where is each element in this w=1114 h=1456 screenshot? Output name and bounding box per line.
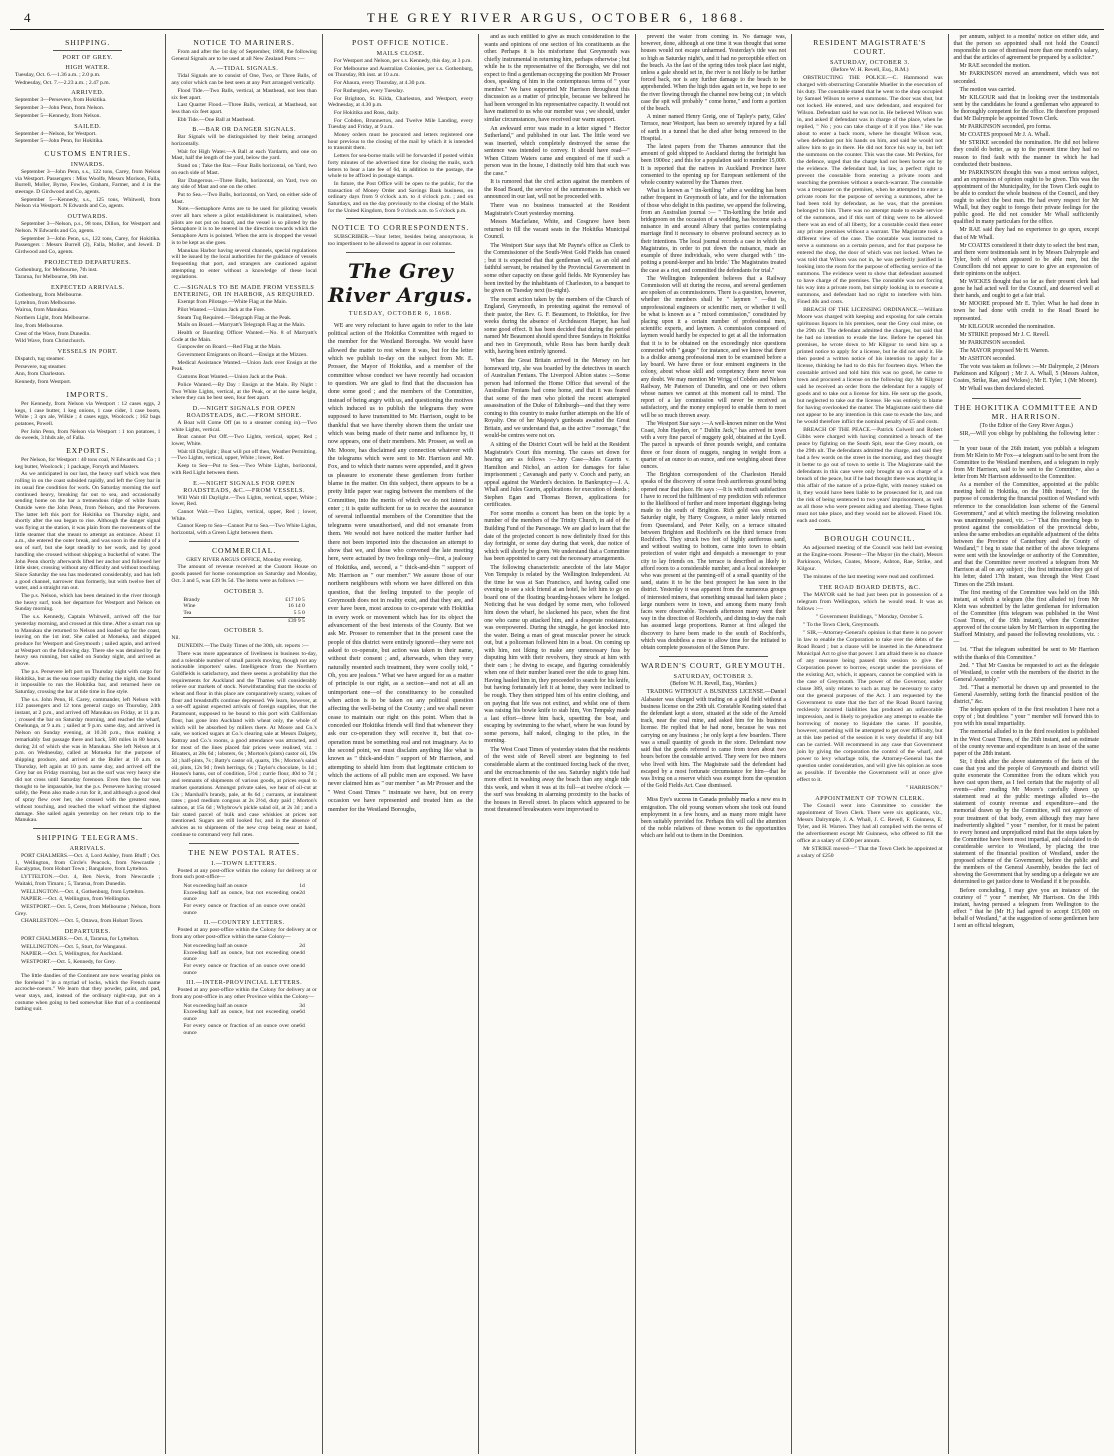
arrival-line: September 3—John Penn, from Nelson. <box>15 105 105 112</box>
list-item: Ino, from Melbourne. <box>15 322 64 329</box>
paragraph: Mr PARKINSON seconded. <box>959 339 1026 346</box>
paragraph: Nil. <box>171 635 180 642</box>
list-item: Kennedy, from Westport. <box>15 379 72 386</box>
paragraph: Before concluding, I may give you an instance of the courtesy of " your " member, Mr Harrison. On the 19th instant, having perused a telegram from Wellington to the effect " that he (Mr H.) had agreed to accept £15,000 on behalf of Westland," at the suggestion of some gentlemen here I sent an official telegram, <box>953 887 1099 929</box>
paragraph: Manukau Harbor having several channels, special regulations will be issued by the local authorities for the guidance of vessels frequenting that port, and strangers are cautioned against attempting to enter without a knowledge of these local regulations. <box>171 247 317 281</box>
section-subheading: II.—COUNTRY LETTERS. <box>203 919 285 927</box>
paragraph: Boat cannot Put Off.—Two Lights, vertical, upper, Red ; lower, White. <box>171 434 317 448</box>
section-heading: EXPORTS. <box>66 446 110 456</box>
duty-total: £39 9 5 <box>288 617 305 624</box>
paragraph: The recent action taken by the members of the Church of England, Greymouth, in protesting against the removal of their pastor, the Rev. G. F. Beaumont, to Hokitika, for five weeks during the absence of Archdeacon Harper, has had some good effect. It has been decided that during the period named Mr Beaumont should spend three Sundays in Hokitika and two in Greymouth, while Ross has been hardly dealt with, having been entirely ignored. <box>484 296 630 356</box>
paragraph: The West Coast Times of yesterday states that the residents of the west side of Revell street are beginning to feel considerable alarm at the continued forcing back of the river, and the encroachments of the sea. Saturday night's tide had more effect in washing away the beach than any single tide this week, and when it was at its full—at twelve o'clock —the surf was breaking in alarming proximity to the backs of the houses in Revell street. In places which appeared to be most threatened breakwaters were improvised to <box>484 746 630 814</box>
paragraph: The vote was taken as follows :—Mr Dalrymple, 2 (Messrs Parkinson and Kilgour) ; Mr J. A. Whall, 5 (Messrs Ashton, Coates, Strike, Rae, and Wickes) ; Mr E. Tyler, 1 (Mr Moore). <box>953 364 1099 385</box>
rate-price: 2d <box>299 889 305 896</box>
paragraph: GREY RIVER ARGUS OFFICE, Monday evening. <box>186 556 303 563</box>
list-item: Gothenburg, for Melbourne, 7th inst. <box>15 266 98 273</box>
divider <box>33 828 142 829</box>
duty-item: Brandy <box>183 596 200 603</box>
paragraph: Steam Tug Required.—Telegraph Flag at the Peak. <box>177 314 292 321</box>
paragraph: The memorial alluded to in the third resolution is published in the West Coast Times, of the 26th instant, and an estimate of the county revenue and expenditure is an issue of the same paper of the 28th instant. <box>953 729 1099 757</box>
sailing-line: September 4—Nelson, for Westport. <box>15 130 97 137</box>
paragraph: Mr COATES proposed Mr J. A. Whall. <box>959 132 1051 139</box>
column-7 <box>948 34 1104 1454</box>
paragraph: Pilot Wanted.—Union Jack at the Fore. <box>177 306 266 313</box>
section-subheading: MAILS CLOSE. <box>376 50 425 57</box>
paragraph: PORT CHALMERS.—Oct. 4, Tararua, for Lyttelton. <box>21 936 140 943</box>
section-subheading: DEPARTURES. <box>64 928 111 936</box>
paragraph: The MAYOR said he had just been put in possession of a telegram from Wellington, which he would read. It was as follows :— <box>797 592 943 612</box>
paragraph: Police Wanted.—By Day : Ensign at the Main. By Night : Two White Lights, vertical, at the Peak, or at the same height, where they can be best seen, four feet apart. <box>171 381 317 402</box>
paragraph: As we anticipated in our last, the heavy surf which was then rolling in on the coast subsided rapidly, and left the Grey bar in its usual fine condition for work. On Saturday morning the surf continued heavy, breaking far out to sea, and occasionally sending home on the bar a tremendous ridge of white foam. Outside were the John Penn, from Nelson, and the Persevere. The latter left this port for Hokitika on Thursday night, and shortly after the sea began to rise. Although the danger signal was flying at the station, it was plain from the movements of the little steamer that she meant to attempt an entrance. About 11 a.m., she entered the outer break, and was soon in the midst of a sea of surf, but she kept steadily to her work, and by good handling she crossed without shipping a bucketful of water. The John Penn shortly afterwards lifted her anchor and followed her little sister, crossing without any difficulty and without touching. Since Saturday the sea has moderated considerably, and has left a good channel, narrower than formerly, but with twelve feet of water, and a straight run out. <box>15 471 161 592</box>
paragraph: Wait till Daylight ; Boat will put off then, Weather Permitting.—Two Lights, vertical, upper, White ; lower, Red. <box>171 448 317 462</box>
section-heading: CUSTOMS ENTRIES. <box>44 148 132 158</box>
section-heading: RESIDENT MAGISTRATE'S COURT. <box>813 38 927 56</box>
section-heading: THE HOKITIKA COMMITTEE AND MR. HARRISON. <box>954 402 1099 421</box>
rate-label: For every ounce or fraction of an ounce over one ounce <box>183 962 300 976</box>
rate-label: For every ounce or fraction of an ounce over one ounce <box>183 903 300 916</box>
paragraph: There was more appearance of liveliness in business to-day, and a tolerable number of small parcels moving, though not any noticeable importers' sales. Intelligence from the Northern Goldfields is satisfactory, and there seems a probability that the requirements for Auckland and the Thames will considerably relieve our markets of stock. Notwithstanding that the stocks of wheat and flour in this place are comparatively scanty, values of flour and breadstuffs continue depressed. We learn, however, at a set-off against expected arrivals of foreign supplies, that the Paramount, supposed to be bound to this port with Californian flour, has gone into Auckland with wheat only, the whole of which will be absorbed by millers there. At Moore and Co.'s sale, we noticed sugars at Co.'s clearing sale at Messrs Dalgety, Rattray and Co.'s rooms, a good attendance was attracted, and for most of the lines placed fair prices were realised, viz. : Bloaters, at 28s 6d ; lobsters, 6s ; Morton's (pints) castor oil, 19s 3d ; half-pints, 7s ; Batty's castor oil, quarts, 19s ; Morton's salad oil, pints, 12s 9d ; fresh herrings, 6s ; Taylor's chocolate, 1s 1d ; Houses's hams, out of condition, 5½d ; currie flour, 40d to 7d ; and remnants of shipments of various goods, at prices equal to market quotations. Amongst private sales, we hear of oil-cut at 13s ; Marshall's brandy, pale, at 8s 6d ; currants, at instalment rates ; good medium congous at 2s 2½d, duty paid ; Morton's salmon, at 15s 6d ; Whybrow's pickle salad oil, at 2s 3d ; and a fair stated parcel of bulk and case whiskies at prices not mentioned. Sugars are still looked for, and in the absence of advices as to shipments of the new crop being near at hand, continue to command very full rates. <box>171 650 317 838</box>
paragraph: Mr KILGOUR said that in looking over the testimonials sent by the candidates he found a gentleman who appeared to be thoroughly competent for the office. He therefore proposed that Mr Dalrymple be appointed Town Clerk. <box>953 94 1099 123</box>
paragraph: SIR,—Will you oblige by publishing the following letter :— <box>953 430 1099 444</box>
paragraph: BREACH OF THE LICENSING ORDINANCE.—William Moore was charged with keeping and exposing for sale certain spirituous liquors in his premises, near the Grey coal mine, on the 29th ult. The defendant admitted the charges, but said that he had no intention to evade the law. Before he opened his premises, he wrote down to Mr Kilgour to send him up a printed notice to apply for a license, but he did not send it. He then posted a written notice of his intention to apply for a license, thinking he had to do this for fourteen days. When the constable arrived and told him this was no good, he came to town and procured a license on the following day. Mr Kilgour said he received an order from the defendant for a supply of goods and to take out a license for him. He sent up the goods, but neglected to take out the license. He was entirely to blame for having overlooked the matter. The Magistrate said there did not appear to be any intention in this case to evade the law, and he would therefore inflict the nominal penalty of £5 and costs. <box>797 307 943 425</box>
duties-table <box>183 597 304 625</box>
table-row <box>183 943 304 950</box>
rate-price: 2d <box>299 903 305 910</box>
paragraph: Mails on Board.—Marryatt's Telegraph Flag at the Main. <box>177 322 306 329</box>
paragraph: The Wellington Independent believes that a Railway Commission will sit during the recess, and several gentlemen are spoken of as commissioners. There is a question, however, whether the members shall be " laymen " —that is, unprofessional engineers or scientific men, or whether it will be what is known as a " mixed commission," constituted by placing upon it a certain number of professional men, scientific experts, and laymen. A commission composed of laymen would hardly be expected to get at all the information that it is to be obtained on the exceedingly nice questions connected with " gauge " for instance, and we know that there is a dislike among professional men to be examined before a lay board. We have three or four eminent engineers in the colony, about whose skill and competency there never was any doubt. We may mention Mr Wrigg of Cobden and Nelson Railway, Mr Paterson of Dunedin, and one or two others whose names we cannot at this moment call to mind. The report of a lay commission will never be received as satisfactory, and the money employed to enable them to meet will be so much thrown away. <box>640 275 787 419</box>
paragraph: Cannot Wait.—Two Lights, vertical, upper, Red ; lower, White. <box>171 508 317 522</box>
paragraph: " Government Buildings, " Monday, October 5. <box>815 614 924 620</box>
paragraph: LYTTELTON.—Oct. 4, Ben Nevis, from Newcastle ; Waitaki, from Timaru ; 5, Tararua, from Dunedin. <box>15 874 161 887</box>
section-subheading: OCTOBER 3. <box>224 587 265 595</box>
customs-entry: September 3—John Penn, s.s., 122 tons, Carey, from Nelson via Westport. Passengers : Miss Woolfe, Messrs Morison, Falla, Burrell, Moller, Byrne, Fowles, Graham, Farmer, and 4 in the steerage. D Girdwood and Co, agents. <box>15 168 161 196</box>
section-subheading: INWARDS. <box>70 160 105 168</box>
paragraph: Mr RAE said they had no experience to go upon, except that of Mr Whall. <box>953 227 1099 241</box>
page-masthead <box>10 8 1104 30</box>
list-item: Northern Light, from Melbourne. <box>15 315 90 322</box>
table-total-row <box>183 617 304 625</box>
paragraph: BREACH OF THE PEACE.—Patrick Colwell and Robert Gibbs were charged with having committed a breach of the peace by fighting on the South Spit, near the Grey mouth, on the 29th ult. The defendants admitted the charge, and said they had a few words on the street in the morning, and they thought it better to go out of town to settle it. The Magistrate said the defendants in this case were only brought up on a charge of a breach of the peace, but if he had thought there was anything in this affair of the nature of a prize-fight, with money staked on it, they would have been liable to be prosecuted for it, and ran the risk of being sentenced to two years' imprisonment, as well as all those who were present aiding and abetting. These fights must not take place, and they would not be allowed. Fined 10s. each and costs. <box>797 427 943 524</box>
section-subheading: SATURDAY, OCTOBER 3. <box>829 59 910 66</box>
paragraph: Cannot Keep to Sea—Cannot Put to Sea.—Two White Lights, horizontal, with a Green Light between them. <box>171 523 317 537</box>
paragraph: The p.s. Persevere left port on Thursday night with cargo for Hokitika, but as the sea rose rapidly during the night, she found it impossible to run the Hokitika bar, and returned here on Saturday, crossing the bar at tide time in fine style. <box>15 668 161 695</box>
paragraph: For Brighton, St. Kilda, Charleston, and Westport, every Wednesday, at 4.30 p.m. <box>327 95 474 109</box>
list-item: Dispatch, tug steamer. <box>15 355 65 362</box>
paragraph: Mr COATES considered it their duty to select the best man, and there were testimonials sent in by Messrs Dalrymple and Tyler, both of whom appeared to be able men, but the Councillors did not appear to care to give an expression of their opinions on the subject. <box>953 242 1099 277</box>
paragraph: A sitting of the District Court will be held at the Resident Magistrate's Court this morning. The cases set down for hearing are as follows :—Jury Case—Jules Guerin v. Hamilton and Nichol, an action for damages for false imprisonment ; Cavanagh and party v. Cooch and party, an appeal against the Warden's decision. In Bankruptcy—J. A. Whall and Jules Guerin, applications for execution of deeds ; Stephen Egan and Thomas Brown, applications for certificates. <box>484 441 630 509</box>
section-subheading: C.—SIGNALS TO BE MADE FROM VESSELS ENTERING, OR IN HARBOR, AS REQUIRED. <box>173 284 315 299</box>
paragraph: prevent the water from coming in. No damage was, however, done, although at one time it was thought that some houses would not escape unharmed. Yesterday's tide was not so high as Saturday night's, and it had no perceptible effect on the beach. As the last of the spring tides took place last night, unless a gale should set in, the river is not likely to be further forced back, nor is any further damage to the beach to be apprehended. When the high tides again set in, we hope to see the river flowing through the channel now being cut ; in which case the spit will probably " come home," and form a portion of the beach. <box>640 34 787 113</box>
paragraph: " SIR,—Attorney-General's opinion is that there is no power in law to enable the Corporation to take over the debts of the Road Board ; but a clause will be inserted in the Amendment Municipal Act to give that power. I am afraid there is no chance of any measure being passed this session to give the Corporation power to borrow, except under the provisions of the existing Act, which, it appears, cannot be complied with in the case of Greymouth. The power of the Governor, under clause 389, only relates to such as may be necessary to carry out the general purposes of the Act. I am requested by the Government to state that the fact of the Road Board having recklessly incurred liabilities has produced an unfavorable impression, and is likely to prejudice any attempt to enable the borrowing of money to liquidate the same. If possible, however, something will be attempted to get over difficulty, but at this late period of the session it is very doubtful if any bill can be carried. Will recommend in any case that Government join by giving the corporation the control of the wharf, and power to levy wharfage tolls, the Attorney-General has the question under consideration, and will give his opinion as soon as possible. If favorable the Government will at once give effect to it. <box>797 630 943 783</box>
paragraph: OBSTRUCTING THE POLICE.—C. Hammond was charged with obstructing Constable Mueller in the execution of his duty. The constable stated that he went to the shop occupied by Samuel Wilson to serve a summons. The door was shut, but not locked. He entered, and saw defendant, and enquired for Wilson. Defendant said he was not in. He believed Wilson was in, and asked if defendant was in charge of the place, when he replied, " No ; you can take charge of it if you like." He was about to enter a back room, where he thought Wilson was, when defendant put his hands on him, and said he would not allow him to go in there. He did not force his way in, but left the summons on the counter. This was the case. Mr Perkins, for the defence, urged that the charge had not been borne out by the evidence. The defendant had, in law, a perfect right to prevent the constable from entering a private room and searching the premises without a search-warrant. The constable was a trespasser on the premises, when he attempted to enter a private room for the purpose of serving a summons, after he had been told by defendant, as he was, that the premises belonged to him. There was no attempt made to evade service of the summons, and if this sort of thing were to be allowed there was an end of all liberty, for a constable could then enter any private premises without a warrant. The Magistrate took a different view of the case. The constable was instructed to serve a summons on a certain person, and for that purpose he entered the shop, the door of which was not locked. When he was told that Wilson was not in, he was perfectly justified in looking into the room for the purpose of effecting service of the summons. The evidence went to show that defendant assumed to have charge of the premises. The constable was not forcing his way into a private room, but simply looking in to execute a summons, and defendant had no right to interfere with him. Fined 40s and costs. <box>797 75 943 305</box>
paragraph: 1st. "That the telegram submitted be sent to Mr Harrison with the thanks of this Committee." <box>953 647 1099 661</box>
table-row <box>183 1023 304 1036</box>
divider <box>189 541 298 542</box>
paragraph: Miss Eye's success in Canada probably marks a new era in emigration. The old young women whom she took out found employment in a few hours, and as many more might have been suitably provided for. Perhaps this will call the attention of the noble relatives of these women to the opportunities which are held out to them in the Dominion. <box>640 797 787 840</box>
rate-label: Not exceeding half an ounce <box>183 942 248 949</box>
paragraph: Note.—Semaphore Arms are to be used for piloting vessels over all bars where a pilot establishment is maintained, when pilots are not put on board, and the vessel is so piloted by the Semaphore it is to be steered in the direction towards which the Semaphore Arm is pointed. When the arm is dropped the vessel is to be kept as she goes. <box>171 206 317 246</box>
divider <box>346 218 455 219</box>
paragraph: Posted at any post-office within the colony for delivery at or from such post-office— <box>171 867 317 881</box>
rate-label: Exceeding half an ounce, but not exceeding one ounce <box>183 1009 300 1023</box>
paragraph: The p.s. Nelson, which has been detained in the river through the heavy surf, took her departure for Westport and Nelson on Sunday morning. <box>15 593 161 613</box>
postal-rates-table <box>183 1003 304 1037</box>
section-subheading: ARRIVED. <box>71 89 105 97</box>
paragraph: The telegram spoken of in the first resolution I have not a copy of ; but doubtless " your " member will forward this to you with his usual impartiality. <box>953 707 1099 728</box>
section-heading: POST OFFICE NOTICE. <box>351 38 450 47</box>
list-item: Crest of the Wave, from Dunedin. <box>15 330 91 337</box>
table-row <box>183 890 304 903</box>
paragraph: " HARRISON." <box>905 785 943 791</box>
paragraph: (Before W. H. Revell, Esq., R.M.) <box>831 67 909 73</box>
paragraph: The little dandies of the Continent are now wearing pinks on the forehead " in a myriad of locks, which the French name accroche-coeurs." We learn that they powder, paint, and pad, wear stays, and, instead of the ordinary night-cap, put on a costume when going to bed somewhat like that of a continental bathing suit. <box>15 972 161 1013</box>
duty-amount: £17 10 5 <box>285 596 305 603</box>
paragraph: A miner named Henry Greig, one of Tapley's party, Giles' Terrace, near Westport, has been so severely injured by a fall of earth in a tunnel that he died after being removed to the Hospital. <box>640 114 787 142</box>
paragraph: Bar Signals will be distinguished by their being arranged horizontally. <box>171 134 317 148</box>
paragraph: Medical Assistance Wanted.—Union Jack over Ensign at the Peak. <box>171 359 317 373</box>
paragraph: Mr RAE seconded the motion. <box>959 63 1031 70</box>
column-5 <box>635 34 791 1454</box>
paragraph: The motion was carried. <box>959 86 1016 93</box>
section-subheading: D.—NIGHT SIGNALS FOR OPEN ROADSTEADS, &C.—FROM SHORE. <box>186 404 302 419</box>
divider <box>189 843 298 844</box>
paragraph: For Ahaura, every Thursday, at 4.30 p.m. <box>333 80 426 87</box>
rate-price: 2d <box>299 942 305 949</box>
divider <box>346 252 455 253</box>
divider <box>679 793 748 794</box>
rate-price: 4d <box>299 949 305 956</box>
duty-item: Tea <box>183 610 192 616</box>
divider <box>659 656 768 657</box>
paragraph: Ebb Tide.—One Ball at Masthead. <box>177 116 255 123</box>
divider <box>972 398 1081 399</box>
paragraph: There was no business transacted at the Resident Magistrate's Court yesterday morning. <box>484 203 630 217</box>
column-3 <box>322 34 478 1454</box>
paragraph: It is rumored that the civil action against the members of the Road Board, the service of the summonses in which we announced in our last, will not be proceeded with. <box>484 179 630 201</box>
paragraph: An awkward error was made in a letter signed " Hector Sutherland," and published in our last. The little word we was inserted, which completely destroyed the sense the sentence was intended to convey. It should have read—" When Citizen Waters came and enquired of me if such a person was in the house, I distinctly told him that such was the case." <box>484 125 630 177</box>
postal-rates-table <box>183 883 304 917</box>
editorial-dateline: TUESDAY, OCTOBER 6, 1868. <box>348 310 453 317</box>
paragraph: Tidal Signals are to consist of One, Two, or Three Balls, of any color which can be best seen at any Port arranged vertically. <box>171 73 317 87</box>
section-subheading: APPOINTMENT OF TOWN CLERK. <box>815 795 925 802</box>
paragraph: PORT CHALMERS.—Oct. 4, Lord Ashley, from Bluff ; Oct. 1, Wellington, from Circle's Peacock, from Newcastle ; Eucalyptus, from Hobart Town ; Bangalore, from Lyttelton. <box>15 852 161 873</box>
paragraph: Exempt from Pilotage.—White Flag at the Main. <box>177 299 288 306</box>
paragraph: WESTPORT.—Oct. 5, Ceres, from Melbourne ; Nelson, from Grey. <box>15 903 161 917</box>
table-row <box>183 950 304 963</box>
section-heading: NOTICE TO MARINERS. <box>193 38 295 47</box>
paragraph: The Westport Star says :—A well-known miner on the West Coast, John Hayden, or " Dublin Jack," has arrived in town with a very fine parcel of nuggety gold, obtained at the Lyell. The parcel is upwards of three pounds weight, and contains three or four dozen of nuggets, ranging in weight from a quarter of an ounce to an ounce, and one weighing about three ounces. <box>640 420 787 470</box>
paragraph: Will Wait till Daylight.—Two Lights, vertical, upper, White ; lower, Red. <box>171 494 317 508</box>
paragraph: In your issue of the 26th instant, you publish a telegram from Mr Klein to Mr Fox—a telegram said to be sent from the Committee to the Westland members, and a telegram in reply from Mr Harrison, said to be sent to the Committee, also a letter from Mr Harrison addressed to the Committee. <box>953 445 1099 481</box>
paragraph: WESTPORT.—Oct. 5, Kennedy, for Grey. <box>21 959 116 966</box>
paragraph: Mr WICKES thought that so far as their present clerk had gone he had acted well for the Council, and deserved well at their hands, and ought to get a fair trial. <box>953 279 1099 300</box>
section-subheading: THE ROAD BOARD DEBTS, &C. <box>819 584 921 591</box>
section-heading: BOROUGH COUNCIL. <box>824 534 916 543</box>
paragraph: CHARLESTON.—Oct. 5, Ottawa, from Hobart Town. <box>21 918 144 925</box>
column-2 <box>165 34 321 1454</box>
paragraph: Sir, I think after the above statements of the facts of the case that you and the people of Greymouth and district will quite exonerate the Committee from the odium which you have cast upon them, as I feel certain that the majority of all events—after reading Mr Moore's carefully drawn up statement read at the public meetings alluded to—the statement of county revenue and expenditure—and the memorial drawn up by the Committee, will not approve of your treatment of that body, even although they may have inadvertently slighted " your " member, for it must be patent to every honest and unprejudiced mind that the steps taken by the Committee have been most impartial, and calculated to do considerable service to Westland, by placing the true statement of the financial position of Westland, under the proposed scheme of the Government, before the public and the members of the General Assembly, besides the fact of showing the Government that by sending up a delegate we are determined to get justice done to Westland if it be possible. <box>953 758 1099 886</box>
paragraph: TRADING WITHOUT A BUSINESS LICENSE.—Daniel Alabaster was charged with trading on a gold field without a business license on the 29th ult. Constable Keating stated that the defendant kept a store, situated at the side of the Arnold track, near the coal mine, and asked him for his business license. He replied that he had none, because he was not carrying on any business ; he only kept a few boarders. There was a small quantity of goods in the store. Defendant now said that the goods referred to came from town about two hours before the constable arrived. They were for two miners who lived with him. The Magistrate said the defendant had escaped by a most fortunate circumstance for him—that he was living on a reserve which was exempt from the operation of the Gold Fields Act. Case dismissed. <box>640 689 787 790</box>
duty-item: Wine <box>183 603 196 610</box>
paragraph: Posted at any post-office within the Colony for delivery at or from any post-office in any other Province within the Colony— <box>171 987 317 1001</box>
paragraph: In future, the Post Office will be open to the public, for the transaction of Money Order and Savings Bank business, on ordinary days from 9 o'clock a.m. to 4 o'clock p.m. ; and on Saturdays, and on the day previously to the closing of the Mails for the United Kingdom, from 9 o'clock a.m. to 5 o'clock p.m. <box>327 180 474 214</box>
sailing-line: September 5—John Penn, for Hokitika. <box>15 138 104 145</box>
paragraph: An adjourned meeting of the Council was held last evening at the Engine-room. Present—The Mayor (in the chair), Messrs Parkinson, Wickes, Coates, Moore, Ashton, Rae, Strike, and Kilgour. <box>797 545 943 572</box>
list-item: Lyttelton, from Melbourne. <box>15 299 77 306</box>
paragraph: Posted at any post-office within the Colony for delivery at or from any other post-office within the same Colony— <box>171 927 317 941</box>
page-running-title: THE GREY RIVER ARGUS, OCTOBER 6, 1868. <box>366 10 746 25</box>
section-subheading: VESSELS IN PORT. <box>57 347 118 355</box>
section-subheading: OUTWARDS. <box>67 213 108 221</box>
section-subheading: A.—TIDAL SIGNALS. <box>210 65 279 73</box>
paragraph: " To the Town Clerk, Greymouth. <box>803 622 880 628</box>
paragraph: Mr STRIKE proposed Mr J. C. Revell. <box>959 331 1050 338</box>
section-subheading: I.—TOWN LETTERS. <box>211 859 278 867</box>
paragraph: A Boat will Come Off (as to a steamer coming in).—Two white Lights, vertical. <box>171 419 317 433</box>
paragraph: Mr PARKINSON moved an amendment, which was not seconded. <box>953 71 1099 85</box>
paragraph: Customs Boat Wanted.—Union Jack at the Peak. <box>177 374 287 381</box>
paragraph: Per Kennedy, from Nelson via Westport : 12 cases eggs, 2 kegs, 1 case butter, 1 keg onions, 1 case cider, 1 case boots, White ; 3 qrs ale, Wilkie ; 4 cases eggs, Woolcock ; 162 bags potatoes, Powell. <box>15 400 161 427</box>
section-subheading: SATURDAY, OCTOBER 3. <box>673 673 754 681</box>
paragraph: The following characteristic anecdote of the late Major Von Tempsky is related by the Wellington Independent. At the time he was at San Francisco, and having called one evening to see a sick friend at an hotel, he left him to go on board one of the floating boarding-houses where he lodged. Noticing that he was dodged by some men, who followed him down the wharf, he slackened his pace, when the first one who came up attacked him, and a desperate resistance, was overpowered. During the struggle, he got knocked into the water. Being a man of great muscular power he struck out, but a policeman followed him in a boat. On coming up with him, not liking to make any unnecessary fuss by disputing him with their revolvers, they struck at him with their oars ; he diving to escape, and figuring considerably when one of their number leaned over the side to grasp him. Having hauled him in, they proceeded to search for his knife, but having fortunately left it at home, they were inclined to be rough. They then stripped him of his entire clothing, and on paying that life was not extinct, and whilst one of them was raising his bowie knife to stab him, Von Tempsky made a last effort—threw him back, upsetting the boat, and escaping by swimming to the wharf, where he was found by some persons, half naked, clinging to the piles, in the morning. <box>484 564 630 745</box>
paragraph: 3rd. "That a memorial be drawn up and presented to the General Assembly, setting forth the financial position of the district," &c. <box>953 684 1099 706</box>
page-number: 4 <box>24 10 33 25</box>
section-subheading: SAILED. <box>74 122 102 130</box>
columns <box>10 34 1104 1454</box>
paragraph: Mr ASHTON seconded. <box>959 356 1016 363</box>
paragraph: For Melbourne and Australian Colonies, per s.s. Gothenburg, on Thursday, 8th inst. at 10 a.m. <box>327 65 474 79</box>
paragraph: For Westport and Nelson, per s.s. Kennedy, this day, at 3 p.m. <box>333 58 472 64</box>
paragraph: The first meeting of the Committee was held on the 18th instant, at which a telegram (the first alluded to) from Mr Klein was submitted by the latter gentleman for information of the Committee (this telegram was published in the West Coast Times, of the 19th instant), when the Committee approved of the course taken by Mr Harrison in supporting the Stafford Ministry, and passed the following resolutions, viz. :— <box>953 589 1099 646</box>
table-row <box>183 883 304 890</box>
rate-label: For every ounce or fraction of an ounce over one ounce <box>183 1022 300 1036</box>
paragraph: Mr PARKINSON thought this was a most serious subject, and an expression of opinion ought to be given. This was the appointment of the Municipality, for the Town Clerk ought to be able to conduct the whole business of the Council, and they ought to select the best man. He had every respect for Mr Whall, but they ought to forego their private feelings for the public good. He did not consider Mr Whall sufficiently qualified in many particulars for the office. <box>953 169 1099 226</box>
section-subheading: E.—NIGHT SIGNALS FOR OPEN ROADSTEADS, &C.—FROM VESSELS. <box>183 479 306 494</box>
section-heading: NOTICE TO CORRESPONDENTS. <box>331 223 470 233</box>
divider <box>53 969 122 970</box>
newspaper-nameplate: The Grey River Argus. <box>328 258 473 307</box>
list-item: Wild Wave, from Christchurch. <box>15 338 86 345</box>
paragraph: From and after the 1st day of September, 1868, the following General Signals are to be used at all New Zealand Ports :— <box>171 49 317 62</box>
customs-entry: September 3—Nelson, p.s., 98 tons, Dillon, for Westport and Nelson. N Edwards and Co, agents. <box>15 221 161 234</box>
paragraph: WELLINGTON.—Oct. 4, Gothenburg, from Lyttelton. <box>21 888 145 895</box>
rate-price: 6d <box>299 1022 305 1029</box>
paragraph: As a member of the Committee, appointed at the public meeting held in Hokitika, on the 18th instant, " for the purpose of considering the financial position of Westland with reference to the consolidation loan scheme of the General Government," and at which meeting the following resolution was unanimously passed, viz. :—" That this meeting begs to protest against the consolidation of the provincial debts, unless the same embodies an equitable adjustment of the debts between the Province of Canterbury and the County of Westland," I beg to state that neither of the above telegrams were sent with the knowledge or authority of the Committee, and that the Committee never received a telegram from Mr Harrison at all on any subject ; the first intimation they got of his letter, dated 17th instant, was through the West Coast Times on the 25th instant. <box>953 482 1099 588</box>
paragraph: and as such entitled to give as much consideration to the wants and opinions of one section of his constituents as the other. Perhaps it is his misfortune that Greymouth was chiefly instrumental in returning him, perhaps otherwise ; but while he is the representative of the Boroughs, we did not expect to find a gentleman occupying the position Mr Prosser does, speaking of him in the contemptuous terms of " your member." We have supported Mr Harrison throughout this discussion as a matter of principle, because we believed he had been wronged in his representative capacity. It would not have mattered to us who our member was ; we should, under similar circumstances, have received our warm support. <box>484 34 630 124</box>
table-row <box>183 1009 304 1022</box>
paragraph: Mr Whall was then declared elected. <box>959 386 1045 393</box>
section-subheading: PORT OF GREY. <box>62 54 113 61</box>
paragraph: For Rutherglen, every Tuesday. <box>333 87 405 94</box>
paragraph: The MAYOR proposed Mr H. Warren. <box>959 347 1050 354</box>
section-heading: COMMERCIAL. <box>211 545 277 555</box>
rate-price: 1d <box>299 882 305 889</box>
customs-entry: September 3—John Penn, s.s., 122 tons, Carey, for Hokitika. Passengers : Messrs Burrell (2), Falla, Moller, and Jewell. D Girdwood and Co, agents. <box>15 235 161 255</box>
high-water-line: Tuesday, Oct. 6.—1.36 a.m. ; 2.0 p.m. <box>15 72 101 78</box>
paragraph: Per John Penn, from Nelson via Westport : 1 ton potatoes, 1 do sweeds, 3 hhds ale, of Falla. <box>15 428 161 442</box>
section-heading: SHIPPING. <box>65 38 111 47</box>
paragraph: per annum, subject to a months' notice on either side, and that the person so appointed shall not hold the Council responsible in case of dismissal more than one month's salary, and that the articles of agreement be prepared by a solicitor." <box>953 34 1099 62</box>
duty-amount: 16 14 0 <box>288 603 305 610</box>
table-row <box>183 903 304 916</box>
editorial-body <box>328 322 473 814</box>
section-heading: IMPORTS. <box>66 389 109 399</box>
rate-label: Not exceeding half an ounce <box>183 1002 248 1009</box>
paragraph: For Hokitika and Ross, daily. <box>333 109 400 116</box>
rate-price: 3d <box>299 1002 305 1009</box>
paragraph: Stand on ; Take the Bar.—Four Balls horizontal, on Yard, two on each side of Mast. <box>171 163 317 176</box>
section-subheading: PROJECTED DEPARTURES. <box>44 258 132 266</box>
paragraph: For some months a concert has been on the topic by a number of the members of the Trinity Church, in aid of the Building Fund of the Parsonage. We are glad to learn that the date of the projected concert is now definitely fixed for this day fortnight, or some day during that week, due notice of which will shortly be given. We understand that a Committee has been appointed to carry out the necessary arrangements. <box>484 510 630 563</box>
table-row <box>183 597 304 604</box>
column-6 <box>791 34 947 1454</box>
paragraph: When the Great Britain arrived in the Mersey on her homeward trip, she was boarded by the detectives in search of Australian Fenians. The Liverpool Albion states :—Some person had informed the Home Office that several of the Australian Fenians had come home, and that it was feared that some of the men who plotted the recent attempted assassination of the Duke of Edinburgh—and that they were coming to this country to make further attempts on the life of Royalty. One of her Majesty's gunboats awaited the Great Britain, and we understand that, as the active " roomage," the would-be centres were not on. <box>484 357 630 440</box>
table-row <box>183 610 304 617</box>
arrival-line: September 3—Persevere, from Hokitika. <box>15 97 107 104</box>
rate-label: Exceeding half an ounce, but not exceeding one ounce <box>183 889 300 903</box>
paragraph: Flood Tide.—Two Balls, vertical, at Masthead, not less than six feet apart. <box>171 87 317 101</box>
paragraph: Per Nelson, for Westport : 40 tons coal, N Edwards and Co ; 1 keg butter, Woolcock ; 1 package, Forsyth and Masters. <box>15 457 161 470</box>
paragraph: The s.s. Kennedy, Captain Whitwell, arrived off the bar yesterday morning, and crossed at this time. After a smart run up to Manukau she returned to Nelson and loaded up for the coast, leaving on the 1st inst. She called at Motueka, and shipped produce for Westport and Greymouth ; sailed again, and arrived at Westport on the following day. There she was detained by the heavy sea running, but sailed on Sunday night, and arrived as above. <box>15 614 161 668</box>
column-4 <box>478 34 634 1454</box>
paragraph: Mr STRIKE seconded the nomination. He did not believe they could do better, as up to the present time they had no reason to find fault with the manner in which he had conducted their business. <box>953 140 1099 168</box>
paragraph: The latest papers from the Thames announce that the amount of gold shipped to Auckland during the fortnight has been 1900oz ; and this for a population said to number 15,000. It is reported that the natives in Auckland Province have consented to the opening up for European settlement of the whole country watered by the Thames river. <box>640 144 787 187</box>
paragraph: Mr PARKINSON seconded, pro forma. <box>959 124 1052 131</box>
paragraph: Government Emigrants on Board.—Ensign at the Mizzen. <box>177 352 308 359</box>
paragraph: The amount of revenue received at the Custom House on goods passed for home consumption on Saturday and Monday, Oct. 3 and 5, was £39 9s 5d. The items were as follows :— <box>171 564 317 584</box>
paragraph: WELLINGTON.—Oct. 5, Sturt, for Wanganui. <box>21 943 127 950</box>
paragraph: Money orders must be procured and letters registered one hour previous to the closing of the mail by which it is intended to transmit them. <box>327 132 474 152</box>
paragraph: Letters for sea-borne mails will be forwarded if posted within forty minutes of the advertised time for closing the mails, such letters to bear a late fee of 6d, in addition to the postage, the whole to be affixed in postage stamps. <box>327 153 474 180</box>
table-row <box>183 963 304 976</box>
paragraph: Health or Boarding Officer Wanted.—No. 8 of Marryatt's Code at the Main. <box>171 329 317 343</box>
duty-amount: 5 5 0 <box>293 610 305 616</box>
section-heading: WARDEN'S COURT, GREYMOUTH. <box>640 661 786 671</box>
paragraph: Wait for High Water.—A Ball at each Yardarm, and one on Mast, half the length of the yard, below the yard. <box>171 148 317 162</box>
paragraph: Mr STRIKE moved—" That the Town Clerk be appointed at a salary of £250 <box>797 846 943 859</box>
section-subheading: HIGH WATER. <box>65 64 110 71</box>
section-subheading: EXPECTED ARRIVALS. <box>50 284 125 292</box>
paragraph: Mr KILGOUR seconded the nomination. <box>959 323 1056 330</box>
high-water-line: Wednesday, Oct. 7.—2.23 a.m. ; 2.47 p.m. <box>15 79 111 86</box>
paragraph: (To the Editor of the Grey River Argus.) <box>979 422 1073 429</box>
paragraph: NAPIER.—Oct. 5, Wellington, for Auckland. <box>21 951 123 958</box>
rate-label: Exceeding half an ounce, but not exceeding one ounce <box>183 949 300 963</box>
list-item: Gothenburg, from Melbourne. <box>15 292 83 299</box>
paragraph: WE are very reluctant to have again to refer to the late political action of the Hokitika Committee with regard to the member for the Westland Boroughs. We would have allowed the matter to rest where it was, but for the letter which we publish to-day on the subject from Mr. E. Prosser, the Mayor of Hokitika, and a member of the committee whose conduct we have recently had occasion to question. We are glad to find that the discussion has done some good ; and the members of the Committee, instead of being angry with us, and questioning the motives which induced us to publish the telegrams they were supposed to have transmitted to Mr. Harrison, ought to be thankful that we have thereby shown them the unfair use which was being made of their name and influence by, it now appears, one of their members. Mr. Prosser, as well as Mr. Moore, has disclaimed any connection whatever with the telegrams which were sent to Mr. Harrison and Mr. Fox, and to which their names were appended, and it gives us pleasure to exonerate these gentlemen from further blame in the matter. On this subject, there appears to be a pretty little paper war raging between the members of the Committee, into the merits of which we do not intend to enter ; it is quite sufficient for us to receive the assurance of several influential members of the Committee that the telegrams were unauthorised, and did not emanate from them. We would not have noticed the matter further had there not been imported into the discussion an attempt to show that we, and those who convened the late meeting here, were actuated by two feelings only—first, a jealousy of Hokitika, and, second, a " thick-and-thin " support of Mr. Harrison as " our member." We assure those of our northern neighbours with whom we have differed on this question, that the feeling imputed to the people of Greymouth does not in reality exist, and that they are, and ever have been, most anxious to co-operate with Hokitika in every work or movement which has for its object the advancement of the best interests of the County. But we ask Mr. Prosser to remember that in the present case the people of this district were entirely ignored—they were not asked to co-operate, but action was taken in their name, without their consent ; and, afterwards, when they very naturally resented such treatment, they were coolly told, " Oh, you are jealous." What we have argued for as a matter of principle is our right, as a section—and not at all an unimportant one—of the constituency to be consulted when action is to be taken on any political question affecting the well-being of the County ; and we shall never cease to maintain our right on this point. When that is conceded our Hokitika friends will find that whenever they ask our co-operation they will receive it, but that co-operation must be something real and not imaginary. As to the second point, we must disclaim anything like what is known as " thick-and-thin " support of Mr Harrison, and attempting to shield him from that legitimate criticism to which the actions of all public men are exposed. We have never claimed him as " our member " as Mr Prosser and the " West Coast Times " insinuate we have, but on every occasion we have represented and treated him as the member for the Westland Boroughs, <box>327 322 474 813</box>
paragraph: The Westport Star says that Mr Payne's office as Clerk to the Commissioner of the South-West Gold Fields has ceased ; but it is expected that that gentleman will, as an old and faithful servant, be retained by the Provincial Government in some other capacity on these gold fields. Mr Kynnersley has been invited by the inhabitants of Charleston, to a banquet to be given on Tuesday next (to-night). <box>484 242 630 295</box>
section-subheading: III.—INTER-PROVINCIAL LETTERS. <box>186 979 303 987</box>
paragraph: The s.s. John Penn, H. Carey, commander, left Nelson with 112 passengers and 12 tons general cargo on Thursday, 24th instant, at 2 p.m., and arrived off Manukau on Friday, at 11 p.m. ; crossed the bar on Saturday morning, and reached the wharf, Onehunga, at 9 a.m. ; sailed at 9 p.m. same day, and arrived in Nelson on Sunday evening, at 10.30 p.m., thus making a remarkably fast passage there and back, 580 miles in 80 hours, during 24 of which she was in Manukau. She left Nelson at 4 p.m. on Wednesday, called at Motueka for the purpose of shipping produce, and arrived at the Buller at 10 a.m. on Thursday, left again at 10 p.m. same day, and arrived off the Grey bar on Friday morning, but as the surf was very heavy she did not cross until Saturday forenoon. Even then the bar was thought to be impassable, but the p.s. Persevere having crossed safely, the Penn also made a run for it, and although a good deal of spray flew over her, she crossed with the greatest ease, without touching, and reached the wharf without the slightest damage. She sailed again yesterday on her return trip to the Manukau. <box>15 696 161 824</box>
rate-price: 6d <box>299 1009 305 1016</box>
paragraph: (Before W. H. Revell, Esq., Warden.) <box>670 681 757 688</box>
divider <box>815 529 924 530</box>
rate-price: 4d <box>299 962 305 969</box>
column-1 <box>10 34 165 1454</box>
list-item: Wairoa, from Manukau. <box>15 307 69 314</box>
paragraph: Put to Sea.—Two Balls, horizontal, on Yard, on either side of Mast. <box>171 191 317 205</box>
section-subheading: OCTOBER 5. <box>224 627 265 635</box>
arrival-line: September 5—Kennedy, from Nelson. <box>15 112 101 119</box>
table-row <box>183 603 304 610</box>
paragraph: SUBSCRIBER.—Your letter, besides being anonymous, is too impertinent to be allowed to appear in our columns. <box>327 234 474 248</box>
paragraph: Keep to Sea—Put to Sea.—Two White Lights, horizontal, with Red Light between them. <box>171 463 317 476</box>
postal-rates-table <box>183 943 304 977</box>
paragraph: Last Quarter Flood.—Three Balls, vertical, at Masthead, not less than six feet apart. <box>171 102 317 115</box>
section-heading: SHIPPING TELEGRAMS. <box>36 832 139 842</box>
list-item: Tararua, for Melbourne, 9th inst. <box>15 274 89 281</box>
rate-label: Not exceeding half an ounce <box>183 882 248 889</box>
section-subheading: ARRIVALS. <box>69 844 106 852</box>
paragraph: 2nd. " That Mr Cassius be requested to act as the delegate of Westland, to confer with the members of the district in the General Assembly." <box>953 662 1099 683</box>
paragraph: NAPIER.—Oct. 4, Wellington, from Wellington. <box>21 896 131 903</box>
paragraph: DUNEDIN.—The Daily Times of the 30th, ult. reports :— <box>177 643 309 650</box>
paragraph: Gunpowder on Board.—Red Flag at the Main. <box>177 344 282 351</box>
list-item: Ann, from Charleston. <box>15 371 66 378</box>
customs-entry: September 5—Kennedy, s.s., 125 tons, Whitwell, from Nelson via Westport. N Edwards and Co, agents. <box>15 196 161 210</box>
paragraph: The minutes of the last meeting were read and confirmed. <box>803 574 935 580</box>
paragraph: The Council went into Committee to consider the appointment of Town Clerk. There were six applicants, viz., Messrs Dalrymple, J. A. Whall, J. C. Revell, F. Guinness, E. Tyler, and H. Warren. They had all complied with the terms of the advertisement except Mr Guinness, who offered to fill the office at a salary of £300 per annum. <box>797 803 943 844</box>
paragraph: Messrs Macfarlane, White, and Cosgrave have been returned to fill the vacant seats in the Hokitika Municipal Council. <box>484 219 630 241</box>
paragraph: What is known as " tin-kettling " after a wedding has been rather frequent in Greymouth of late, and for the information of those who delight in this pastime, we append the following, from an Australian journal :— " Tin-kettling the bride and bridegroom on the occasion of a wedding, has become such a nuisance in and around Albury that parties contemplating marriage find it necessary to observe profound secrecy as to their intentions. The local journal records a case in which the Magistrates, in order to put down the nuisance, made an example of three individuals, who were charged with ' tin-potting a pound-keeper and his bride.' The Magistrates treated the case as a riot, and committed the defendants for trial." <box>640 188 787 274</box>
divider <box>53 50 122 51</box>
paragraph: For Cobden, Brunnerton, and Twelve Mile Landing, every Tuesday and Friday, at 9 a.m. <box>327 117 474 131</box>
list-item: Persevere, tug steamer. <box>15 363 67 370</box>
section-heading: THE NEW POSTAL RATES. <box>188 847 300 857</box>
paragraph: Bar Dangerous.—Three Balls, horizontal, on Yard, two on any side of Mast and one on the other. <box>171 177 317 191</box>
section-subheading: B.—BAR OR DANGER SIGNALS. <box>192 126 297 134</box>
paragraph: The Brighton correspondent of the Charleston Herald speaks of the discovery of some fresh auriferous ground being opened near that place. He says :—It is with much satisfaction I have to record the fulfilment of my prediction with reference to the likelihood of further and more important diggings being made to the south of Brighton. Rich gold was struck on Saturday night, by Harry Cosgrave, a miner lately returned from Queensland, and Peter Kelly, on a terrace situated between Brighton and Rochford's on the third terrace from Rochford's. They struck two feet of highly auriferous sand, and without waiting to bottom, came into town to obtain protection of water right and despatch a messenger to your city to lay friends on. The terrace is described as likely to afford room to a considerable number, and a local storekeeper who was present at the panning-off of a small quantity of the sand, states it to be the best prospect he has seen in the district. Yesterday it was apparent from the numerous groups of interested miners, that something unusual had taken place ; large numbers were in town, and among them many fresh faces were observable. Towards afternoon many went their way in the direction of Rochford's, and dining to-day the rush has assumed large proportions. Rumor at first alleged the discovery to have been made to the south of Rochford's, which was doubtless a ruse to allow time for the initiated to obtain complete possession of the Simon Pure. <box>640 472 787 652</box>
paragraph: Mr MOORE proposed Mr E. Tyler. What he had done in town he had done with credit to the Road Board he represented. <box>953 301 1099 322</box>
